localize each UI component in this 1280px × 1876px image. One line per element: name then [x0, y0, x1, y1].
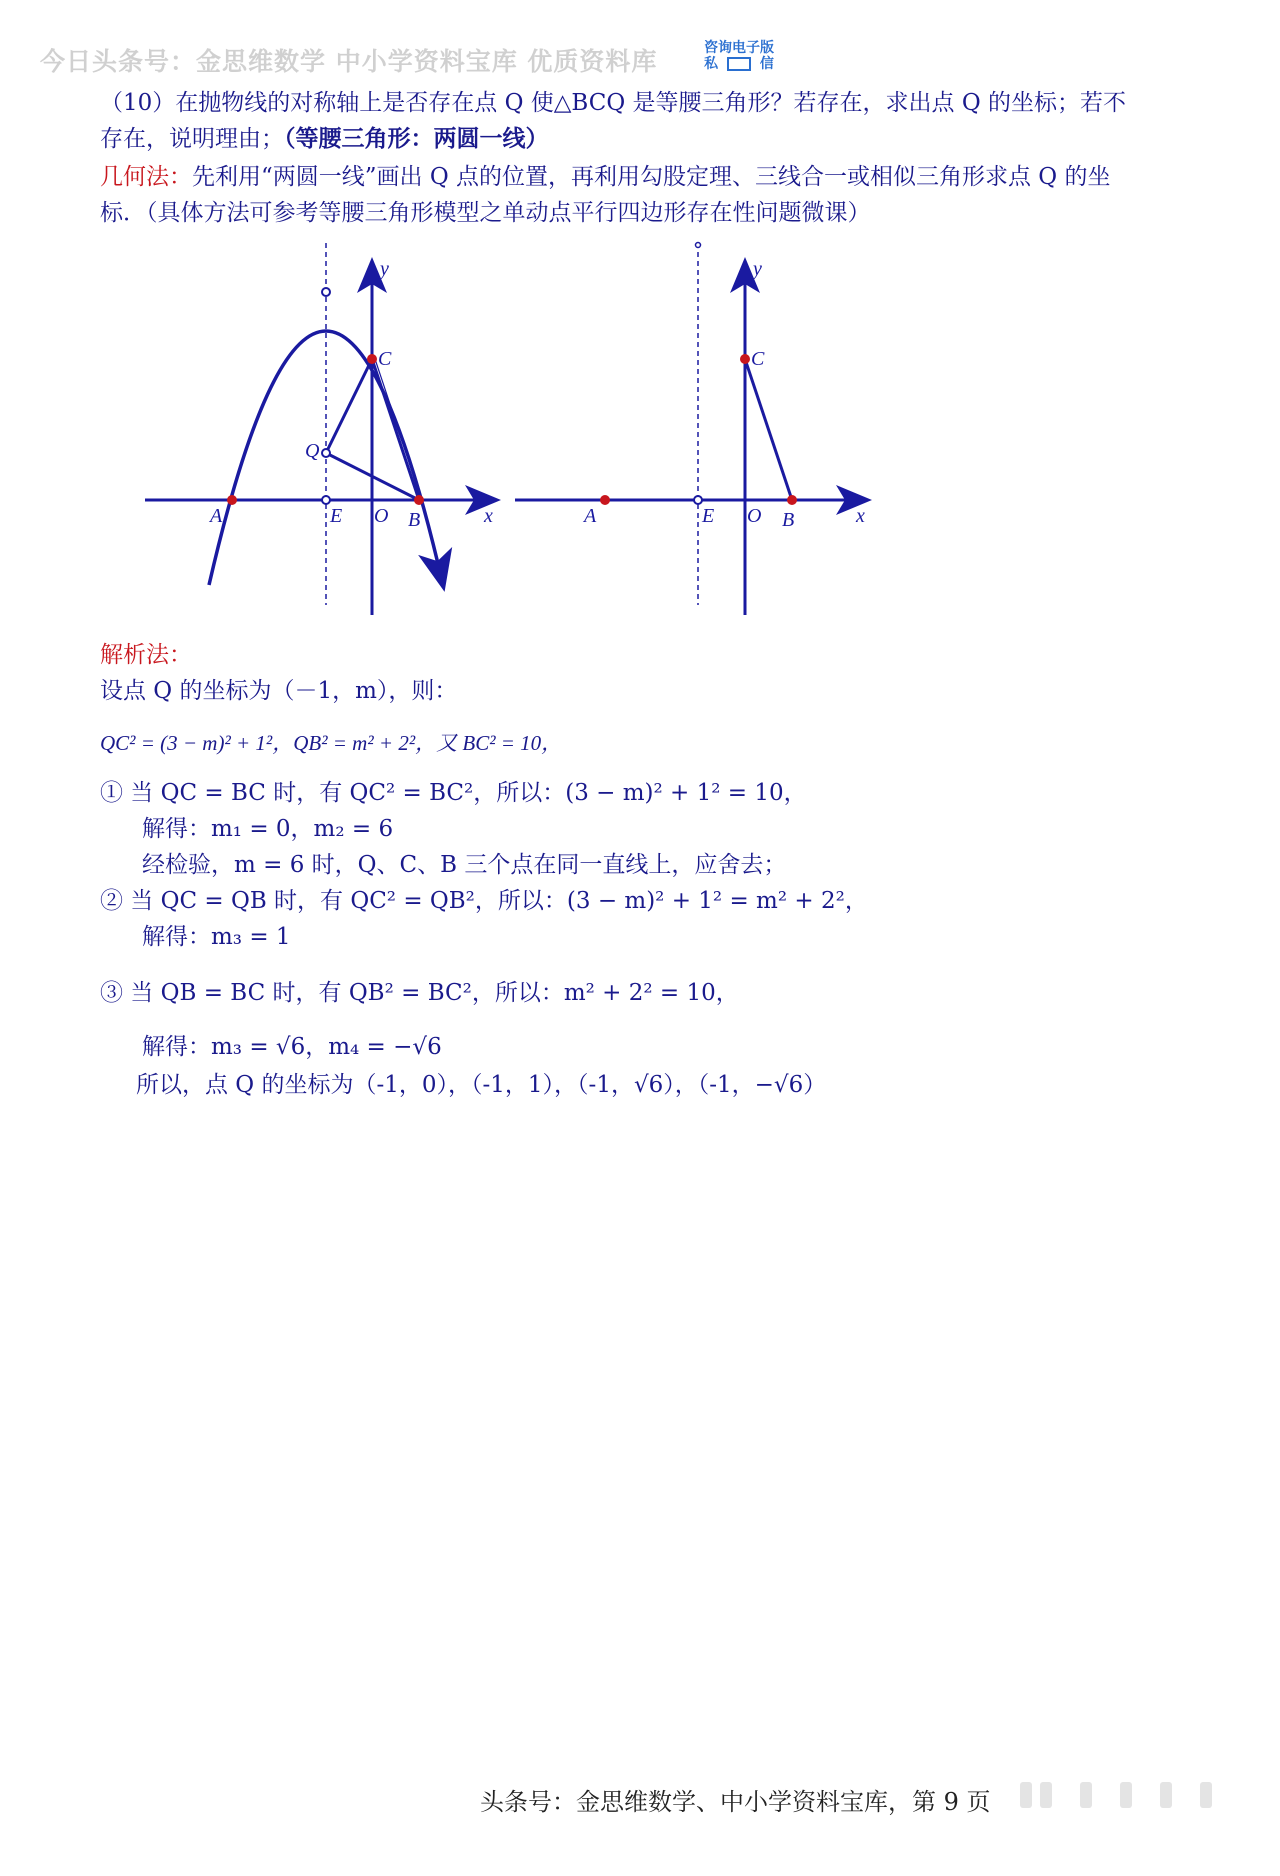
right-label-x: x: [856, 505, 865, 527]
analytic-setup: 设点 Q 的坐标为（－1，m），则：: [100, 678, 458, 704]
footer-decoration: [1040, 1782, 1052, 1808]
right-point-E: [694, 496, 702, 504]
footer-decoration: [1120, 1782, 1132, 1808]
analytic-eq1: QC² = (3 − m)² + 1²，QB² = m² + 2²，又 BC² = 10，: [100, 731, 563, 755]
question-hint: （等腰三角形：两圆一线）: [284, 125, 549, 152]
right-segment-BC: [745, 359, 792, 500]
geometry-line-2: 标．（具体方法可参考等腰三角形模型之单动点平行四边形存在性问题微课）: [100, 200, 871, 226]
right-point-A: [600, 495, 610, 505]
right-label-A: A: [584, 505, 597, 527]
parabola-figures: [0, 235, 880, 625]
footer-decoration: [1160, 1782, 1172, 1808]
case3-condition: ③ 当 QB = BC 时，有 QB² = BC²，所以：m² + 2² = 10，: [100, 980, 739, 1006]
right-label-B: B: [782, 509, 795, 531]
right-axis-top: [696, 243, 701, 248]
left-label-B: B: [408, 509, 421, 531]
left-label-O: O: [374, 505, 389, 527]
case3-solution: 解得：m₃ = √6，m₄ = −√6: [142, 1034, 442, 1060]
right-label-O: O: [747, 505, 762, 527]
left-labels: [208, 258, 493, 531]
question-line-2-text: 存在，说明理由；: [100, 126, 284, 152]
left-point-C: [367, 354, 377, 364]
left-point-B: [414, 495, 424, 505]
page-footer: 头条号：金思维数学、中小学资料宝库，第 9 页: [480, 1788, 991, 1816]
analytic-method-label: 解析法：: [100, 642, 192, 668]
left-label-Q: Q: [305, 440, 320, 462]
left-point-A: [227, 495, 237, 505]
left-label-A: A: [210, 505, 223, 527]
left-figure: [145, 243, 495, 615]
footer-decoration: [1200, 1782, 1212, 1808]
right-figure: [515, 243, 866, 615]
right-label-E: E: [702, 505, 715, 527]
watermark-badge: [700, 40, 778, 76]
geometry-line-1: [100, 162, 1110, 192]
question-line-2: [100, 124, 549, 154]
question-line-1: （10）在抛物线的对称轴上是否存在点 Q 使△BCQ 是等腰三角形？若存在，求出点 Q 的坐标；若不: [100, 90, 1127, 116]
left-label-C: C: [378, 348, 392, 370]
right-labels: [582, 258, 865, 531]
right-label-y: y: [753, 258, 762, 280]
watermark-text: 今日头条号：金思维数学 中小学资料宝库 优质资料库: [40, 47, 658, 76]
conclusion: 所以，点 Q 的坐标为（-1，0），（-1，1），（-1，√6），（-1，−√6）: [136, 1072, 827, 1098]
geometry-line-1-text: 先利用“两圆一线”画出 Q 点的位置，再利用勾股定理、三线合一或相似三角形求点 Q 的坐: [192, 164, 1111, 190]
watermark-badge-line1: 咨询电子版: [704, 40, 774, 56]
left-chord-lower: [375, 359, 422, 500]
case1-condition: ① 当 QC = BC 时，有 QC² = BC²，所以：(3 − m)² + 1² = 10，: [100, 780, 807, 806]
right-label-C: C: [751, 348, 765, 370]
left-point-E: [322, 496, 330, 504]
geometry-method-label: 几何法：: [100, 164, 192, 190]
left-point-Q: [322, 449, 330, 457]
case2-condition: ② 当 QC = QB 时，有 QC² = QB²，所以：(3 − m)² + 1² = m² + 2²，: [100, 888, 868, 914]
watermark-badge-si: 私: [704, 56, 719, 72]
watermark-badge-xin: 信: [759, 56, 774, 72]
footer-decoration: [1020, 1782, 1032, 1808]
right-point-B: [787, 495, 797, 505]
case1-solution: 解得：m₁ = 0，m₂ = 6: [142, 816, 394, 842]
left-label-y: y: [380, 258, 389, 280]
left-label-x: x: [484, 505, 493, 527]
mail-icon: [727, 57, 751, 71]
left-label-E: E: [330, 505, 343, 527]
footer-decoration: [1080, 1782, 1092, 1808]
case1-check: 经检验，m = 6 时，Q、C、B 三个点在同一直线上，应舍去；: [142, 852, 787, 878]
left-segment-CQ: [326, 359, 372, 453]
case2-solution: 解得：m₃ = 1: [142, 924, 291, 950]
right-point-C: [740, 354, 750, 364]
left-vertex: [322, 288, 330, 296]
